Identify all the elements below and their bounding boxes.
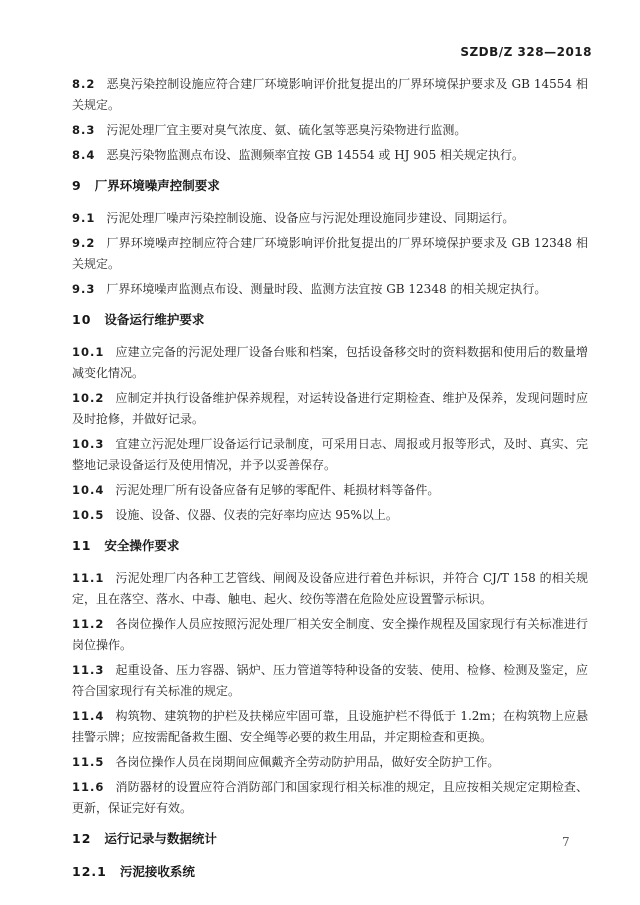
clause-text: 各岗位操作人员在岗期间应佩戴齐全劳动防护用品，做好安全防护工作。: [115, 755, 500, 769]
clause-9.1: [72, 208, 588, 229]
clause-number: 11: [72, 538, 92, 553]
clause-8.2: [72, 74, 588, 116]
clause-number: 9.1: [72, 211, 96, 225]
clause-10.4: [72, 480, 588, 501]
section-heading-10: [72, 309, 588, 330]
clause-text: 应建立完备的污泥处理厂设备台账和档案，包括设备移交时的资料数据和使用后的数量增减变化情况。: [72, 345, 588, 380]
clause-text: 污泥处理厂噪声污染控制设施、设备应与污泥处理设施同步建设、同期运行。: [106, 211, 515, 225]
clause-11.6: [72, 777, 588, 819]
clause-9.3: [72, 279, 588, 300]
clause-9.2: [72, 233, 588, 275]
clause-text: 设备运行维护要求: [104, 312, 205, 327]
clause-text: 厂界环境噪声控制要求: [94, 178, 220, 193]
clause-number: 10.3: [72, 437, 105, 451]
clause-number: 8.3: [72, 123, 96, 137]
clause-10.1: [72, 342, 588, 384]
clause-number: 11.5: [72, 755, 105, 769]
clause-number: 12: [72, 831, 92, 846]
clause-number: 10.2: [72, 391, 105, 405]
clause-text: 起重设备、压力容器、锅炉、压力管道等特种设备的安装、使用、检修、检测及鉴定，应符合国家现行有关标准的规定。: [72, 663, 588, 698]
clause-number: 10.4: [72, 483, 105, 497]
clause-text: 污泥处理厂内各种工艺管线、闸阀及设备应进行着色并标识，并符合 CJ/T 158 的相关规定，且在落空、落水、中毒、触电、起火、绞伤等潜在危险处应设置警示标识。: [72, 571, 588, 606]
clause-11.4: [72, 706, 588, 748]
clause-11.2: [72, 614, 588, 656]
section-heading-11: [72, 535, 588, 556]
clause-text: 恶臭污染控制设施应符合建厂环境影响评价批复提出的厂界环境保护要求及 GB 14554 相关规定。: [72, 77, 588, 112]
running-header-standard-number: SZDB/Z 328—2018: [460, 45, 592, 59]
clause-text: 安全操作要求: [104, 538, 180, 553]
clause-text: 构筑物、建筑物的护栏及扶梯应牢固可靠，且设施护栏不得低于 1.2m；在构筑物上应悬挂警示牌；应按需配备救生圈、安全绳等必要的救生用品，并定期检查和更换。: [72, 709, 588, 744]
clause-11.1: [72, 568, 588, 610]
section-heading-12.1: [72, 861, 588, 882]
clause-number: 10: [72, 312, 92, 327]
clause-10.2: [72, 388, 588, 430]
clause-8.3: [72, 120, 588, 141]
clause-number: 11.1: [72, 571, 105, 585]
clause-number: 9.3: [72, 282, 96, 296]
section-heading-12: [72, 828, 588, 849]
section-heading-9: [72, 175, 588, 196]
clause-number: 11.3: [72, 663, 105, 677]
clause-number: 9: [72, 178, 82, 193]
clause-text: 应制定并执行设备维护保养规程，对运转设备进行定期检查、维护及保养，发现问题时应及时抢修，并做好记录。: [72, 391, 588, 426]
clause-11.5: [72, 752, 588, 773]
clause-number: 10.1: [72, 345, 105, 359]
clause-text: 运行记录与数据统计: [104, 831, 217, 846]
clause-8.4: [72, 145, 588, 166]
clause-10.3: [72, 434, 588, 476]
clause-text: 污泥接收系统: [119, 864, 195, 879]
clause-text: 污泥处理厂所有设备应备有足够的零配件、耗损材料等备件。: [115, 483, 440, 497]
clause-number: 12.1: [72, 864, 107, 879]
clause-text: 各岗位操作人员应按照污泥处理厂相关安全制度、安全操作规程及国家现行有关标准进行岗位操作。: [72, 617, 588, 652]
clause-number: 11.4: [72, 709, 105, 723]
clause-number: 8.4: [72, 148, 96, 162]
document-blocks: [72, 74, 588, 892]
clause-text: 宜建立污泥处理厂设备运行记录制度，可采用日志、周报或月报等形式，及时、真实、完整地记录设备运行及使用情况，并予以妥善保存。: [72, 437, 588, 472]
clause-number: 11.2: [72, 617, 105, 631]
clause-number: 10.5: [72, 508, 105, 522]
clause-number: 9.2: [72, 236, 96, 250]
clause-text: 污泥处理厂宜主要对臭气浓度、氨、硫化氢等恶臭污染物进行监测。: [106, 123, 467, 137]
clause-text: 设施、设备、仪器、仪表的完好率均应达 95%以上。: [115, 508, 398, 522]
clause-10.5: [72, 505, 588, 526]
clause-number: 11.6: [72, 780, 105, 794]
page-number: 7: [562, 835, 570, 849]
clause-text: 厂界环境噪声控制应符合建厂环境影响评价批复提出的厂界环境保护要求及 GB 12348 相关规定。: [72, 236, 588, 271]
clause-number: 8.2: [72, 77, 96, 91]
clause-text: 消防器材的设置应符合消防部门和国家现行相关标准的规定，且应按相关规定定期检查、更新，保证完好有效。: [72, 780, 588, 815]
clause-11.3: [72, 660, 588, 702]
clause-text: 厂界环境噪声监测点布设、测量时段、监测方法宜按 GB 12348 的相关规定执行。: [106, 282, 547, 296]
clause-text: 恶臭污染物监测点布设、监测频率宜按 GB 14554 或 HJ 905 相关规定执行。: [106, 148, 525, 162]
